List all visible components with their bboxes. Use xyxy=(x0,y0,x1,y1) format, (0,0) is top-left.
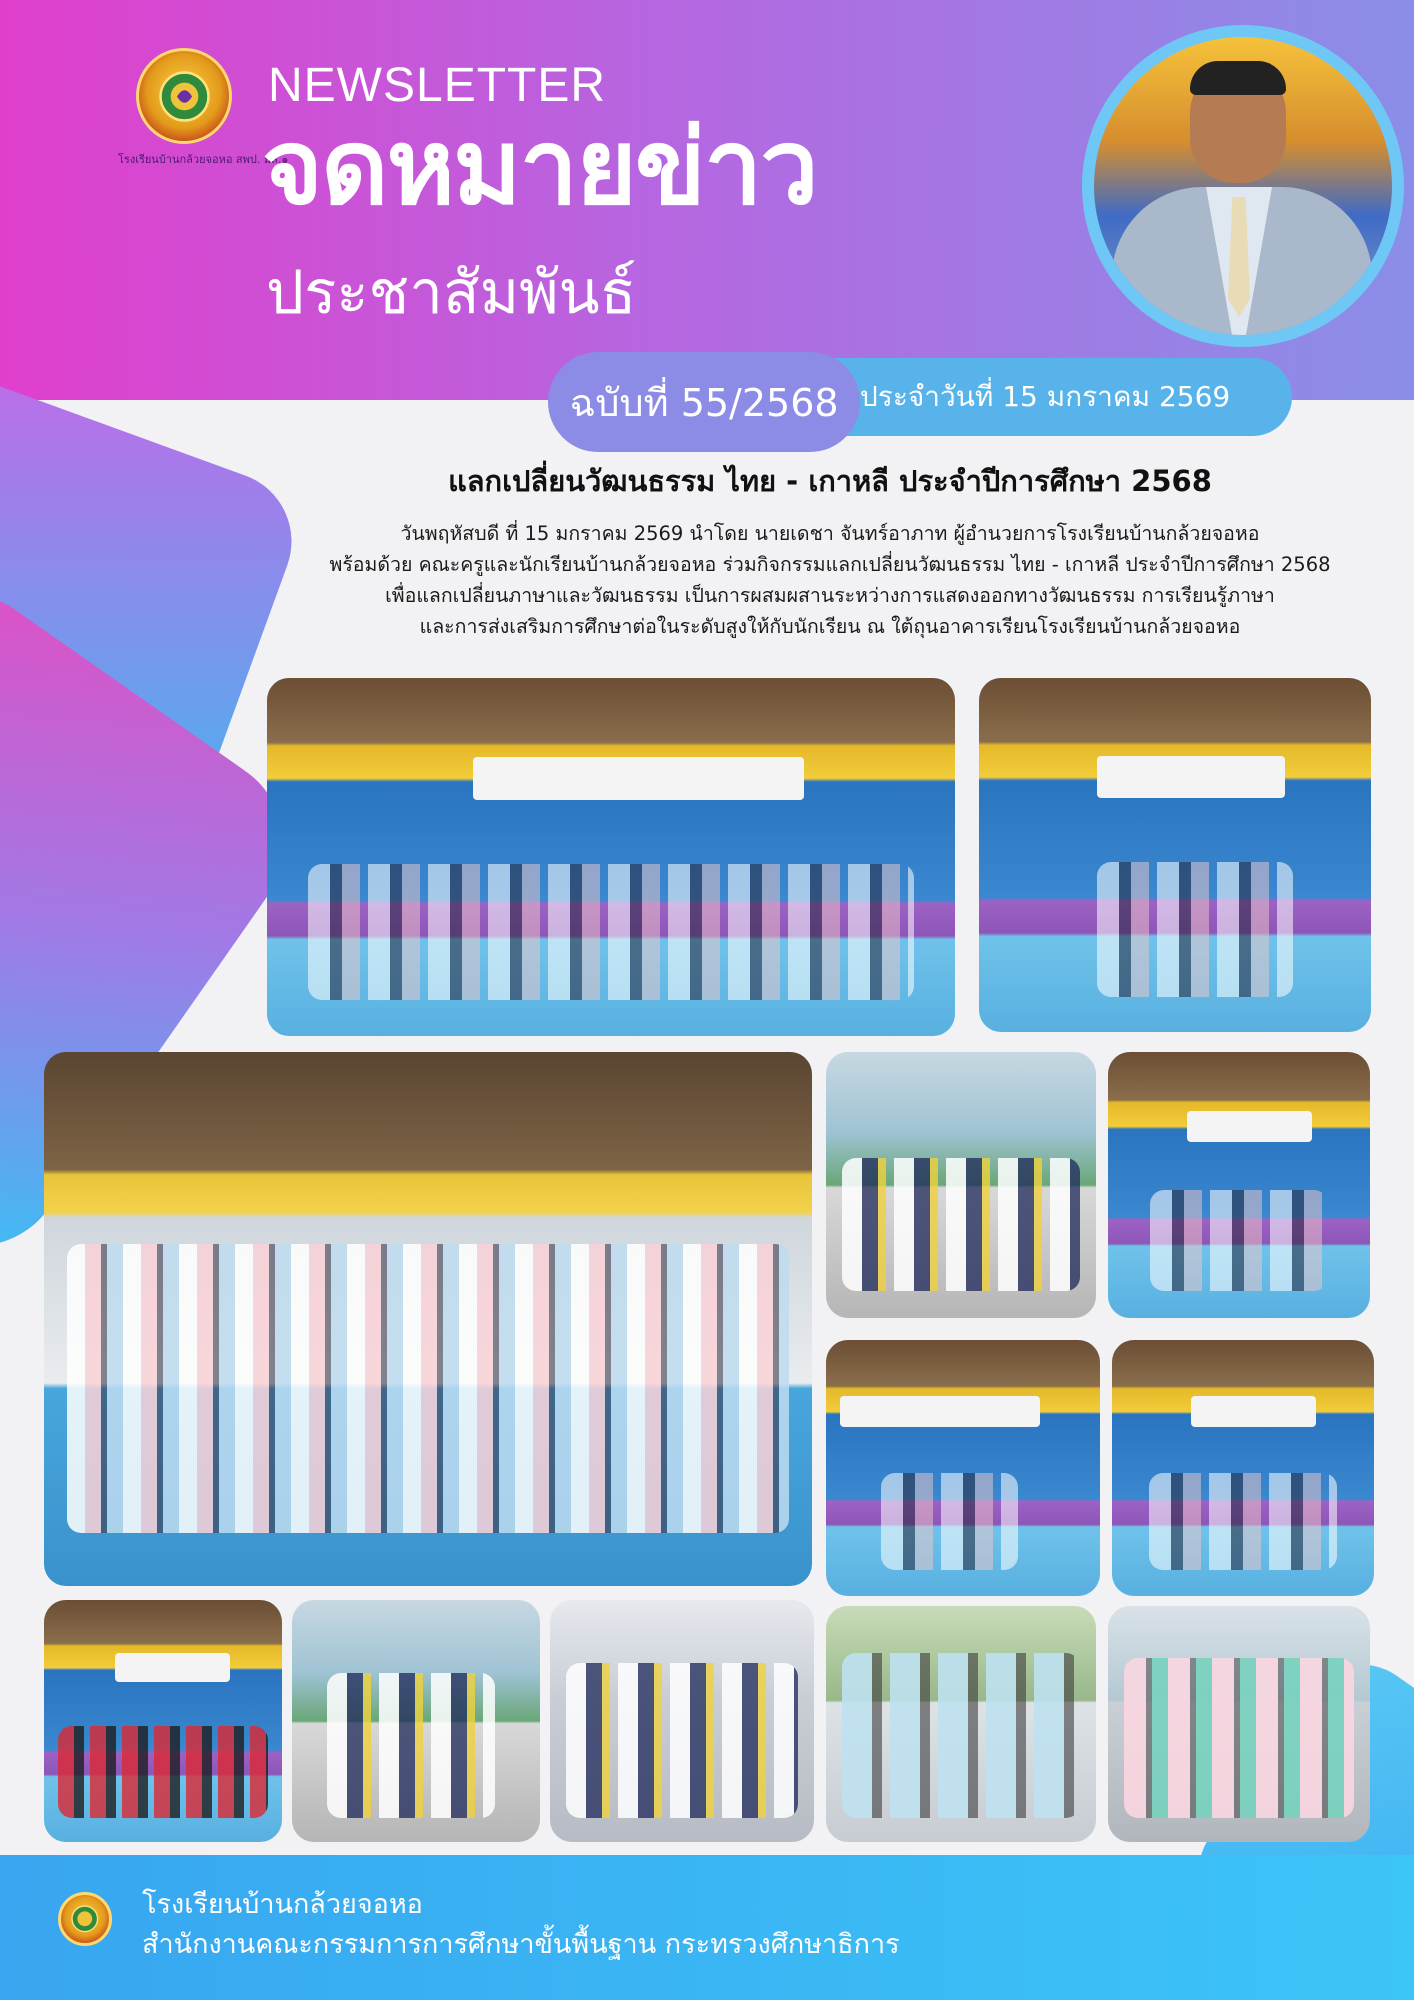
photo-students xyxy=(1108,1606,1370,1842)
photo-teachers xyxy=(292,1600,540,1842)
issue-date xyxy=(800,358,1292,436)
photo-crowd xyxy=(44,1052,812,1586)
issue-number xyxy=(548,352,860,452)
photo-balloon-craft xyxy=(826,1606,1096,1842)
newsletter-title-en: NEWSLETTER xyxy=(268,59,607,112)
article-body xyxy=(280,518,1380,642)
photo-balloons xyxy=(550,1600,814,1842)
photo-taekwondo xyxy=(1112,1340,1374,1596)
photo-audience xyxy=(826,1052,1096,1318)
photo-korean-dance xyxy=(44,1600,282,1842)
footer-school-name: โรงเรียนบ้านกล้วยจอหอ xyxy=(142,1889,423,1920)
director-portrait-frame xyxy=(1082,25,1404,347)
footer-office-name: สำนักงานคณะกรรมการการศึกษาขั้นพื้นฐาน กระทรวงศึกษาธิการ xyxy=(142,1929,900,1960)
photo-dance-1 xyxy=(1108,1052,1370,1318)
article-line: และการส่งเสริมการศึกษาต่อในระดับสูงให้กับนักเรียน ณ ใต้ถุนอาคารเรียนโรงเรียนบ้านกล้วยจอหอ xyxy=(419,615,1241,638)
photo-dance-2 xyxy=(826,1340,1100,1596)
photo-speakers xyxy=(979,678,1371,1032)
footer-seal-logo xyxy=(58,1892,112,1946)
seal-emblem-icon xyxy=(68,1902,102,1936)
issue-date-text: ประจำวันที่ 15 มกราคม 2569 xyxy=(860,380,1231,413)
article-line: เพื่อแลกเปลี่ยนภาษาและวัฒนธรรม เป็นการผสมผสานระหว่างการแสดงออกทางวัฒนธรรม การเรียนรู้ภาษา xyxy=(385,584,1275,607)
newsletter-title-th: จดหมายข่าว xyxy=(262,106,817,228)
article-line: วันพฤหัสบดี ที่ 15 มกราคม 2569 นำโดย นายเดชา จันทร์อาภาท ผู้อำนวยการโรงเรียนบ้านกล้วยจอหอ xyxy=(400,522,1260,545)
newsletter-subtitle: ประชาสัมพันธ์ xyxy=(266,258,637,328)
article-headline: แลกเปลี่ยนวัฒนธรรม ไทย - เกาหลี ประจำปีการศึกษา 2568 xyxy=(448,464,1212,498)
photo-group-stage xyxy=(267,678,955,1036)
school-seal-logo xyxy=(136,48,232,144)
article-line: พร้อมด้วย คณะครูและนักเรียนบ้านกล้วยจอหอ ร่วมกิจกรรมแลกเปลี่ยนวัฒนธรรม ไทย - เกาหลี ประจำปีการศึกษา 2568 xyxy=(329,553,1331,576)
seal-emblem-icon xyxy=(153,65,216,128)
director-portrait xyxy=(1094,37,1392,335)
issue-number-text: ฉบับที่ 55/2568 xyxy=(569,380,839,425)
logo-label: โรงเรียนบ้านกล้วยจอหอ สพป. มส.๑ xyxy=(118,153,289,166)
